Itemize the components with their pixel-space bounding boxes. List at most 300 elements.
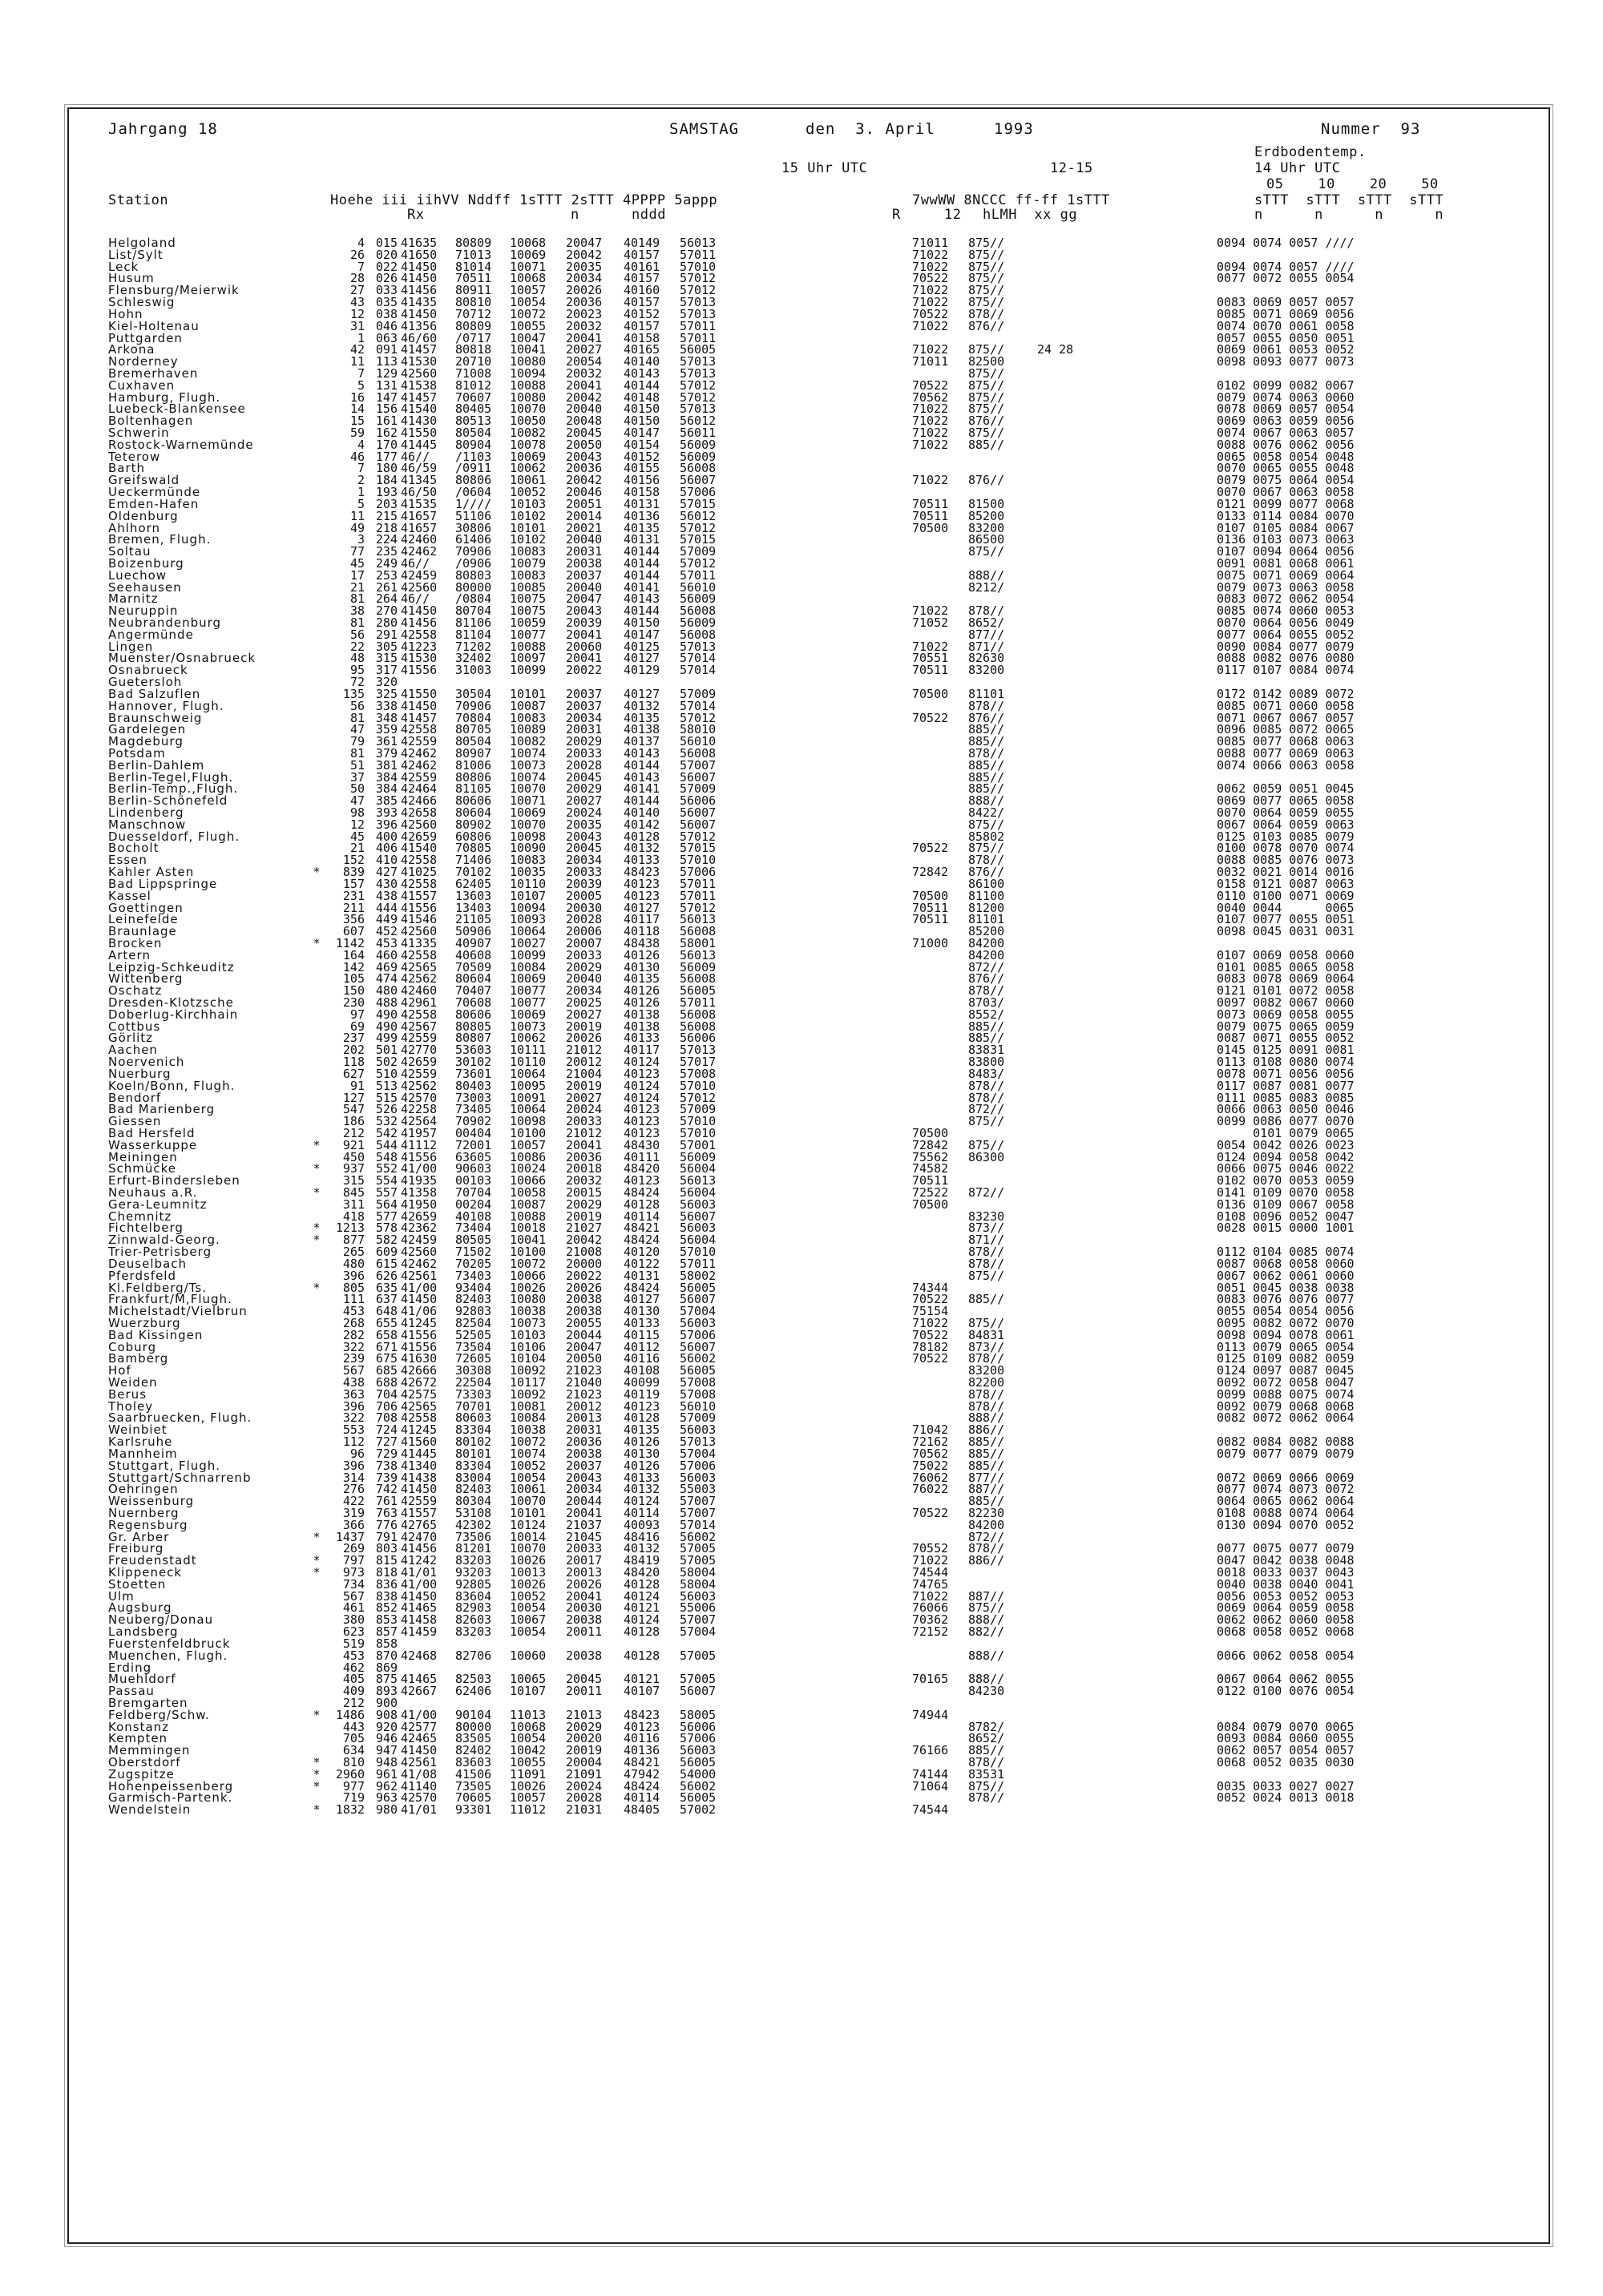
station-height: 12 xyxy=(349,306,365,321)
obs-nddff: 82903 xyxy=(455,1600,492,1616)
station-index: 253 xyxy=(375,567,398,583)
obs-1sttt: 10084 xyxy=(510,1410,547,1426)
obs-nddff: 82403 xyxy=(455,1482,492,1497)
obs-8nccc: 871// xyxy=(968,639,1005,654)
sub-soil-n: n n n n xyxy=(1254,207,1444,223)
station-name: Berus xyxy=(108,1386,147,1402)
obs-7wwww: 71022 xyxy=(912,1588,949,1604)
obs-iihvv: 41457 xyxy=(401,710,438,725)
obs-2sttt: 20041 xyxy=(566,330,603,345)
table-row xyxy=(40,1519,1507,1531)
obs-8nccc: 84200 xyxy=(968,947,1005,962)
obs-1sttt: 10018 xyxy=(510,1221,547,1236)
station-index: 510 xyxy=(375,1066,398,1081)
obs-4pppp: 40129 xyxy=(624,663,660,678)
mountain-marker: * xyxy=(313,1755,321,1769)
obs-2sttt: 20033 xyxy=(566,947,603,962)
station-index: 474 xyxy=(375,971,398,987)
obs-5appp: 58004 xyxy=(680,1576,717,1592)
station-index: 177 xyxy=(375,449,398,464)
obs-5appp: 57010 xyxy=(680,853,717,868)
obs-1sttt: 10052 xyxy=(510,1458,547,1473)
obs-8nccc: 875// xyxy=(968,259,1005,274)
obs-8nccc: 8652/ xyxy=(968,1731,1005,1746)
obs-8nccc: 8782/ xyxy=(968,1719,1005,1734)
obs-nddff: 40907 xyxy=(455,935,492,950)
station-index: 490 xyxy=(375,1007,398,1022)
station-name: Koeln/Bonn, Flugh. xyxy=(108,1078,236,1093)
obs-7wwww: 71064 xyxy=(912,1778,949,1794)
obs-5appp: 57012 xyxy=(680,520,717,535)
soil-temperatures: 0065 0058 0054 0048 xyxy=(1217,449,1355,464)
obs-8nccc: 84200 xyxy=(968,935,1005,950)
obs-8nccc: 878// xyxy=(968,1078,1005,1093)
obs-8nccc: 82500 xyxy=(968,354,1005,369)
obs-1sttt: 10070 xyxy=(510,781,547,797)
station-index: 499 xyxy=(375,1031,398,1046)
sub-hlmh: hLMH xx gg xyxy=(983,207,1078,223)
station-height: 607 xyxy=(342,924,365,939)
station-name: Stuttgart, Flugh. xyxy=(108,1458,221,1473)
obs-2sttt: 20018 xyxy=(566,1161,603,1176)
obs-iihvv: 41456 xyxy=(401,615,438,630)
station-name: Leipzig-Schkeuditz xyxy=(108,959,235,974)
obs-4pppp: 48416 xyxy=(624,1529,660,1544)
obs-1sttt: 10107 xyxy=(510,1684,547,1699)
station-name: Leinefelde xyxy=(108,912,179,927)
obs-iihvv: 42560 xyxy=(401,1245,438,1260)
soil-temperatures: 0141 0109 0070 0058 xyxy=(1217,1185,1355,1200)
obs-iihvv: 41/00 xyxy=(401,1707,438,1722)
station-height: 72 xyxy=(349,675,365,690)
soil-temperatures: 0111 0085 0083 0085 xyxy=(1217,1090,1355,1105)
obs-8nccc: 878// xyxy=(968,1755,1005,1769)
obs-2sttt: 20036 xyxy=(566,295,603,310)
obs-2sttt: 20046 xyxy=(566,485,603,500)
station-name: Leck xyxy=(108,259,139,274)
soil-temperatures: 0087 0071 0055 0052 xyxy=(1217,1031,1355,1046)
obs-nddff: 83203 xyxy=(455,1553,492,1568)
station-index: 803 xyxy=(375,1541,398,1556)
obs-iihvv: 42961 xyxy=(401,995,438,1010)
obs-7wwww: 70522 xyxy=(912,1327,949,1342)
obs-8nccc: 81500 xyxy=(968,496,1005,511)
obs-nddff: 13603 xyxy=(455,888,492,903)
station-index: 893 xyxy=(375,1684,398,1699)
obs-1sttt: 10070 xyxy=(510,401,547,417)
obs-8nccc: 878// xyxy=(968,853,1005,868)
station-index: 453 xyxy=(375,935,398,950)
obs-2sttt: 20004 xyxy=(566,1755,603,1769)
station-index: 836 xyxy=(375,1576,398,1592)
obs-iihvv: 41550 xyxy=(401,426,438,440)
station-name: Chemnitz xyxy=(108,1209,172,1224)
obs-5appp: 58004 xyxy=(680,1565,717,1580)
obs-5appp: 57006 xyxy=(680,1327,717,1342)
obs-4pppp: 48421 xyxy=(624,1221,660,1236)
station-height: 97 xyxy=(349,1007,365,1022)
station-name: Mannheim xyxy=(108,1446,178,1461)
obs-4pppp: 40155 xyxy=(624,461,660,476)
obs-8nccc: 86300 xyxy=(968,1149,1005,1164)
obs-1sttt: 10092 xyxy=(510,1363,547,1378)
obs-2sttt: 20032 xyxy=(566,1173,603,1188)
obs-nddff: 93301 xyxy=(455,1802,492,1818)
obs-nddff: 71202 xyxy=(455,639,492,654)
obs-iihvv: 46// xyxy=(401,449,430,464)
obs-iihvv: 42558 xyxy=(401,876,438,891)
station-index: 480 xyxy=(375,983,398,999)
station-index: 708 xyxy=(375,1410,398,1426)
obs-2sttt: 20045 xyxy=(566,1672,603,1687)
station-index: 948 xyxy=(375,1755,398,1769)
station-height: 98 xyxy=(349,805,365,820)
obs-7wwww: 70500 xyxy=(912,1196,949,1212)
obs-7wwww: 70500 xyxy=(912,1125,949,1140)
obs-8nccc: 872// xyxy=(968,1529,1005,1544)
station-height: 322 xyxy=(342,1339,365,1354)
station-name: Boizenburg xyxy=(108,555,184,571)
obs-1sttt: 10075 xyxy=(510,591,547,607)
obs-1sttt: 10070 xyxy=(510,1541,547,1556)
obs-iihvv: 42659 xyxy=(401,1209,438,1224)
obs-7wwww: 72522 xyxy=(912,1185,949,1200)
obs-iihvv: 42560 xyxy=(401,579,438,595)
obs-8nccc: 888// xyxy=(968,1612,1005,1628)
station-height: 7 xyxy=(357,365,365,381)
station-height: 211 xyxy=(342,900,365,915)
obs-iihvv: 41/00 xyxy=(401,1161,438,1176)
obs-1sttt: 10066 xyxy=(510,1268,547,1283)
obs-nddff: 80000 xyxy=(455,1719,492,1734)
obs-4pppp: 40112 xyxy=(624,1339,660,1354)
obs-5appp: 57006 xyxy=(680,1731,717,1746)
station-name: Weiden xyxy=(108,1375,158,1390)
mountain-marker: * xyxy=(313,935,321,950)
obs-2sttt: 20029 xyxy=(566,1196,603,1212)
obs-2sttt: 20041 xyxy=(566,1588,603,1604)
obs-5appp: 57006 xyxy=(680,1458,717,1473)
station-index: 947 xyxy=(375,1743,398,1758)
obs-1sttt: 10104 xyxy=(510,1351,547,1366)
station-index: 648 xyxy=(375,1304,398,1319)
station-height: 157 xyxy=(342,876,365,891)
obs-4pppp: 40123 xyxy=(624,888,660,903)
obs-2sttt: 20026 xyxy=(566,1576,603,1592)
obs-iihvv: 42564 xyxy=(401,1114,438,1129)
station-height: 48 xyxy=(349,651,365,666)
obs-5appp: 57001 xyxy=(680,1137,717,1152)
obs-iihvv: 41112 xyxy=(401,1137,438,1152)
obs-4pppp: 40144 xyxy=(624,793,660,809)
obs-iihvv: 41450 xyxy=(401,1743,438,1758)
station-index: 026 xyxy=(375,271,398,286)
obs-1sttt: 10070 xyxy=(510,817,547,832)
obs-8nccc: 873// xyxy=(968,1221,1005,1236)
obs-1sttt: 10041 xyxy=(510,342,547,357)
obs-2sttt: 20038 xyxy=(566,555,603,571)
obs-nddff: 80902 xyxy=(455,817,492,832)
obs-1sttt: 10069 xyxy=(510,971,547,987)
soil-temperatures: 0079 0077 0079 0079 xyxy=(1217,1446,1355,1461)
obs-7wwww: 76022 xyxy=(912,1482,949,1497)
obs-8nccc: 878// xyxy=(968,1541,1005,1556)
obs-2sttt: 20045 xyxy=(566,426,603,440)
station-index: 704 xyxy=(375,1386,398,1402)
obs-nddff: 60806 xyxy=(455,829,492,844)
obs-iihvv: 42562 xyxy=(401,1078,438,1093)
station-name: Neuhaus a.R. xyxy=(108,1185,198,1200)
station-index: 384 xyxy=(375,781,398,797)
table-row xyxy=(40,757,1507,773)
obs-1sttt: 10026 xyxy=(510,1576,547,1592)
obs-iihvv: 41/08 xyxy=(401,1766,438,1782)
obs-1sttt: 10024 xyxy=(510,1161,547,1176)
station-height: 2960 xyxy=(335,1766,365,1782)
obs-2sttt: 20026 xyxy=(566,283,603,298)
obs-5appp: 55006 xyxy=(680,1600,717,1616)
mountain-marker: * xyxy=(313,1185,321,1200)
obs-nddff: 80806 xyxy=(455,769,492,785)
obs-iihvv: 42459 xyxy=(401,1233,438,1248)
obs-2sttt: 20039 xyxy=(566,615,603,630)
obs-iihvv: 41538 xyxy=(401,377,438,393)
obs-8nccc: 876// xyxy=(968,414,1005,429)
station-name: Görlitz xyxy=(108,1031,154,1046)
obs-iihvv: 42770 xyxy=(401,1043,438,1058)
station-height: 269 xyxy=(342,1541,365,1556)
station-height: 705 xyxy=(342,1731,365,1746)
obs-nddff: 20710 xyxy=(455,354,492,369)
station-height: 453 xyxy=(342,1304,365,1319)
station-index: 384 xyxy=(375,769,398,785)
obs-2sttt: 20005 xyxy=(566,888,603,903)
obs-7wwww: 71022 xyxy=(912,247,949,262)
obs-nddff: 81012 xyxy=(455,377,492,393)
obs-8nccc: 885// xyxy=(968,1446,1005,1461)
obs-nddff: 72001 xyxy=(455,1137,492,1152)
obs-iihvv: 41456 xyxy=(401,283,438,298)
obs-iihvv: 42462 xyxy=(401,1256,438,1271)
station-name: Kassel xyxy=(108,888,151,903)
period-label: 12-15 xyxy=(1050,160,1093,176)
obs-2sttt: 20022 xyxy=(566,663,603,678)
obs-1sttt: 10052 xyxy=(510,485,547,500)
obs-8nccc: 885// xyxy=(968,437,1005,452)
obs-2sttt: 20015 xyxy=(566,1185,603,1200)
obs-2sttt: 20042 xyxy=(566,247,603,262)
obs-8nccc: 885// xyxy=(968,1292,1005,1307)
station-index: 035 xyxy=(375,295,398,310)
obs-2sttt: 20041 xyxy=(566,627,603,642)
obs-5appp: 56008 xyxy=(680,1019,717,1034)
soil-temperatures: 0117 0087 0081 0077 xyxy=(1217,1078,1355,1093)
obs-4pppp: 40132 xyxy=(624,841,660,856)
obs-7wwww: 71022 xyxy=(912,1553,949,1568)
obs-nddff: 73003 xyxy=(455,1090,492,1105)
obs-5appp: 56003 xyxy=(680,1221,717,1236)
station-height: 810 xyxy=(342,1755,365,1769)
obs-1sttt: 10117 xyxy=(510,1375,547,1390)
soil-temperatures: 0040 0044 0065 xyxy=(1217,900,1355,915)
station-height: 11 xyxy=(349,354,365,369)
obs-7wwww: 72152 xyxy=(912,1624,949,1640)
station-height: 366 xyxy=(342,1517,365,1532)
obs-4pppp: 40160 xyxy=(624,283,660,298)
station-height: 409 xyxy=(342,1684,365,1699)
obs-nddff: 80604 xyxy=(455,805,492,820)
obs-8nccc: 878// xyxy=(968,1386,1005,1402)
table-row xyxy=(40,1650,1507,1662)
obs-nddff: 70701 xyxy=(455,1398,492,1414)
obs-iihvv: 42667 xyxy=(401,1684,438,1699)
obs-1sttt: 10098 xyxy=(510,1114,547,1129)
obs-nddff: 82402 xyxy=(455,1743,492,1758)
obs-nddff: 73404 xyxy=(455,1221,492,1236)
obs-2sttt: 20029 xyxy=(566,959,603,974)
station-index: 280 xyxy=(375,615,398,630)
station-index: 738 xyxy=(375,1458,398,1473)
obs-iihvv: 42559 xyxy=(401,734,438,749)
station-index: 396 xyxy=(375,817,398,832)
station-height: 16 xyxy=(349,389,365,405)
obs-2sttt: 20038 xyxy=(566,1446,603,1461)
mountain-marker: * xyxy=(313,1137,321,1152)
obs-2sttt: 20031 xyxy=(566,544,603,559)
station-name: Teterow xyxy=(108,449,161,464)
obs-iihvv: 41540 xyxy=(401,401,438,417)
obs-iihvv: 42462 xyxy=(401,544,438,559)
station-height: 21 xyxy=(349,841,365,856)
table-row xyxy=(40,926,1507,938)
obs-nddff: 70804 xyxy=(455,710,492,725)
obs-iihvv: 42459 xyxy=(401,567,438,583)
obs-iihvv: 42559 xyxy=(401,1031,438,1046)
soil-temperatures: 0068 0058 0052 0068 xyxy=(1217,1624,1355,1640)
obs-2sttt: 20042 xyxy=(566,473,603,488)
obs-8nccc: 878// xyxy=(968,1256,1005,1271)
obs-iihvv: 42559 xyxy=(401,1066,438,1081)
obs-1sttt: 10057 xyxy=(510,1790,547,1806)
obs-nddff: 83604 xyxy=(455,1588,492,1604)
station-name: Passau xyxy=(108,1684,155,1699)
obs-7wwww: 71022 xyxy=(912,414,949,429)
station-name: Hof xyxy=(108,1363,131,1378)
obs-nddff: 1//// xyxy=(455,496,492,511)
obs-nddff: 82603 xyxy=(455,1612,492,1628)
station-name: Muehldorf xyxy=(108,1672,176,1687)
obs-1sttt: 10038 xyxy=(510,1304,547,1319)
obs-5appp: 56005 xyxy=(680,1755,717,1769)
station-name: Muenchen, Flugh. xyxy=(108,1648,228,1663)
obs-1sttt: 10057 xyxy=(510,283,547,298)
table-row xyxy=(40,1792,1507,1804)
station-name: Kl.Feldberg/Ts. xyxy=(108,1280,207,1295)
obs-nddff: 80806 xyxy=(455,473,492,488)
obs-1sttt: 11091 xyxy=(510,1766,547,1782)
obs-nddff: 80818 xyxy=(455,342,492,357)
obs-8nccc: 872// xyxy=(968,959,1005,974)
obs-iihvv: 42558 xyxy=(401,627,438,642)
soil-temperatures: 0133 0114 0084 0070 xyxy=(1217,508,1355,523)
obs-2sttt: 20047 xyxy=(566,236,603,250)
soil-temperatures: 0124 0094 0058 0042 xyxy=(1217,1149,1355,1164)
obs-7wwww: 71022 xyxy=(912,473,949,488)
station-index: 526 xyxy=(375,1102,398,1117)
obs-nddff: /0717 xyxy=(455,330,492,345)
station-height: 7 xyxy=(357,259,365,274)
obs-4pppp: 40124 xyxy=(624,1090,660,1105)
station-height: 91 xyxy=(349,1078,365,1093)
station-height: 150 xyxy=(342,983,365,999)
station-index: 962 xyxy=(375,1778,398,1794)
obs-8nccc: 878// xyxy=(968,1351,1005,1366)
obs-5appp: 56009 xyxy=(680,959,717,974)
station-height: 112 xyxy=(342,1434,365,1450)
obs-5appp: 57010 xyxy=(680,1245,717,1260)
station-name: Frankfurt/M,Flugh. xyxy=(108,1292,232,1307)
obs-nddff: 83304 xyxy=(455,1458,492,1473)
station-name: Bad Salzuflen xyxy=(108,686,201,701)
station-height: 127 xyxy=(342,1090,365,1105)
obs-1sttt: 10080 xyxy=(510,354,547,369)
station-name: Magdeburg xyxy=(108,734,184,749)
station-height: 315 xyxy=(342,1173,365,1188)
obs-1sttt: 10088 xyxy=(510,1209,547,1224)
soil-temperatures: 0083 0078 0069 0064 xyxy=(1217,971,1355,987)
obs-1sttt: 10069 xyxy=(510,449,547,464)
obs-7wwww: 70522 xyxy=(912,841,949,856)
obs-nddff: 00404 xyxy=(455,1125,492,1140)
obs-4pppp: 40150 xyxy=(624,615,660,630)
station-name: Meiningen xyxy=(108,1149,178,1164)
station-index: 264 xyxy=(375,591,398,607)
obs-iihvv: 41530 xyxy=(401,354,438,369)
station-index: 315 xyxy=(375,651,398,666)
obs-7wwww: 71022 xyxy=(912,1315,949,1330)
obs-8nccc: 81200 xyxy=(968,900,1005,915)
station-name: Neuberg/Donau xyxy=(108,1612,214,1628)
obs-4pppp: 40156 xyxy=(624,473,660,488)
station-index: 729 xyxy=(375,1446,398,1461)
obs-8nccc: 875// xyxy=(968,283,1005,298)
obs-2sttt: 20029 xyxy=(566,781,603,797)
obs-1sttt: 10047 xyxy=(510,330,547,345)
obs-2sttt: 20045 xyxy=(566,841,603,856)
obs-1sttt: 10064 xyxy=(510,1066,547,1081)
obs-1sttt: 10100 xyxy=(510,1125,547,1140)
station-height: 405 xyxy=(342,1672,365,1687)
obs-2sttt: 20026 xyxy=(566,1280,603,1295)
station-index: 818 xyxy=(375,1565,398,1580)
station-height: 322 xyxy=(342,1410,365,1426)
obs-5appp: 56010 xyxy=(680,579,717,595)
obs-5appp: 56007 xyxy=(680,1292,717,1307)
station-index: 582 xyxy=(375,1233,398,1248)
soil-temperatures: 0083 0072 0062 0054 xyxy=(1217,591,1355,607)
obs-2sttt: 20042 xyxy=(566,389,603,405)
obs-4pppp: 40127 xyxy=(624,651,660,666)
station-name: Ahlhorn xyxy=(108,520,161,535)
obs-4pppp: 40157 xyxy=(624,295,660,310)
station-index: 460 xyxy=(375,947,398,962)
obs-nddff: 71013 xyxy=(455,247,492,262)
obs-4pppp: 40135 xyxy=(624,971,660,987)
station-height: 49 xyxy=(349,520,365,535)
station-height: 265 xyxy=(342,1245,365,1260)
station-height: 22 xyxy=(349,639,365,654)
obs-1sttt: 10069 xyxy=(510,247,547,262)
